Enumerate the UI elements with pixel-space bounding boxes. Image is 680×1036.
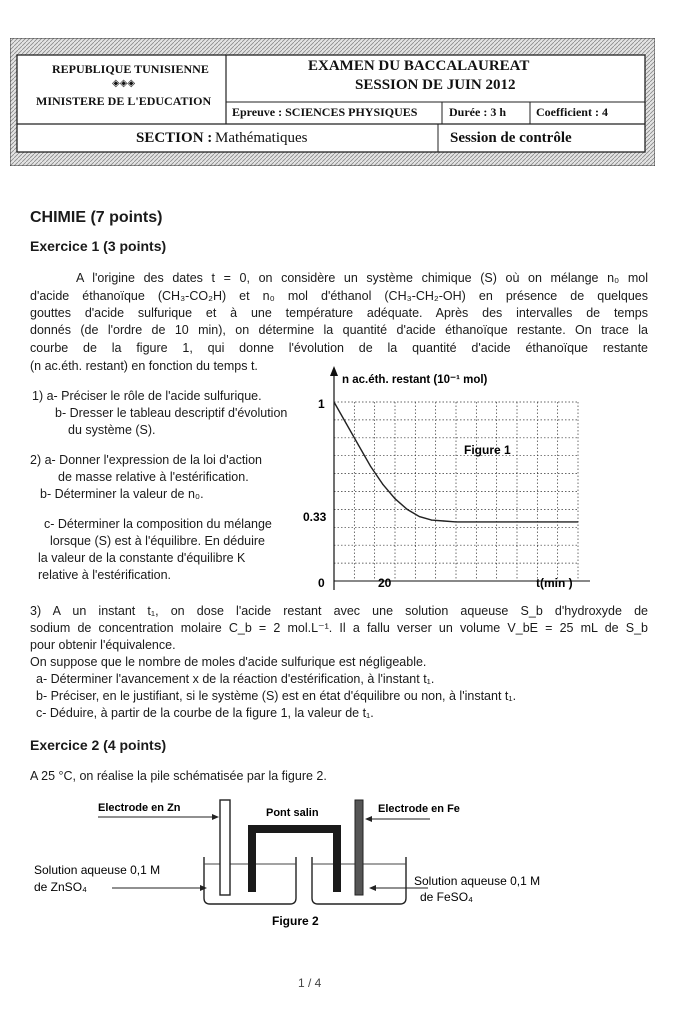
intro-line: (n ac.éth. restant) en fonction du temps t. [30, 359, 258, 373]
ornament: ◈◈◈ [112, 78, 136, 89]
question-3a: a- Déterminer l'avancement x de la réaction d'estérification, à l'instant t₁. [36, 672, 435, 686]
iron-electrode [355, 800, 363, 895]
label-fe-electrode: Electrode en Fe [378, 803, 460, 815]
intro-line: A l'origine des dates t = 0, on considère un système chimique (S) où on mélange n₀ mol [76, 271, 648, 285]
question-1b-cont: du système (S). [68, 423, 156, 437]
data-point [394, 498, 395, 499]
data-point [407, 509, 408, 510]
intro-line: courbe de la figure 1, qui donne l'évolution de la quantité d'acide éthanoïque restante [30, 341, 648, 355]
question-2c-cont: la valeur de la constante d'équilibre K [38, 551, 246, 565]
intro-line: gouttes d'acide sulfurique et à une température adéquate. Après des intervalles de temps [30, 306, 648, 320]
salt-bridge [252, 829, 337, 892]
intro-line: donnés (de l'ordre de 10 min), on détermine la quantité d'acide éthanoïque restante. On trace la [30, 323, 648, 337]
question-2b: b- Déterminer la valeur de n₀. [40, 487, 204, 501]
question-2a-cont: de masse relative à l'estérification. [58, 470, 249, 484]
epreuve-label: Epreuve : SCIENCES PHYSIQUES [232, 105, 418, 119]
data-point [382, 484, 383, 485]
question-2a: 2) a- Donner l'expression de la loi d'action [30, 453, 262, 467]
data-point [358, 444, 359, 445]
exercise2-title: Exercice 2 (4 points) [30, 737, 167, 753]
data-point [577, 521, 578, 522]
question-2c-cont: lorsque (S) est à l'équilibre. En déduire [50, 534, 266, 548]
question-2c-cont: relative à l'estérification. [38, 568, 172, 582]
question-1a: 1) a- Préciser le rôle de l'acide sulfurique. [32, 389, 262, 403]
zinc-electrode [220, 800, 230, 895]
question-2c: c- Déterminer la composition du mélange [44, 517, 272, 531]
coefficient-label: Coefficient : 4 [536, 105, 608, 119]
figure1-caption: Figure 1 [464, 443, 511, 457]
y-axis-label: n ac.éth. restant (10⁻¹ mol) [342, 374, 488, 386]
exam-title: EXAMEN DU BACCALAUREAT [308, 58, 530, 74]
figure1-chart [300, 362, 600, 592]
label-zn-solution-2: de ZnSO₄ [34, 880, 87, 894]
question-3c: c- Déduire, à partir de la courbe de la figure 1, la valeur de t₁. [36, 706, 374, 720]
data-point [443, 520, 444, 521]
chimie-title: CHIMIE (7 points) [30, 209, 163, 226]
x-axis-label: t(min ) [536, 576, 573, 590]
ministry-label: MINISTERE DE L'EDUCATION [36, 94, 212, 108]
y-tick-label: 0.33 [303, 510, 327, 524]
y-tick-label: 1 [318, 397, 325, 411]
label-zn-solution: Solution aqueuse 0,1 M [34, 863, 161, 877]
question-3-line: sodium de concentration molaire C_b = 2 mol.L⁻¹. Il a fallu verser un volume V_bE = 25 mL de S_b [30, 621, 648, 635]
data-point [346, 423, 347, 424]
x-tick-label: 20 [378, 576, 392, 590]
data-point [419, 516, 420, 517]
data-point [370, 466, 371, 467]
exam-header [10, 38, 655, 166]
question-3b: b- Préciser, en le justifiant, si le système (S) est en état d'équilibre ou non, à l'instant t₁. [36, 689, 517, 703]
question-3-line: pour obtenir l'équivalence. [30, 638, 176, 652]
label-fe-solution-2: de FeSO₄ [420, 890, 473, 904]
y-axis-arrow [330, 366, 338, 376]
republic-label: REPUBLIQUE TUNISIENNE [52, 62, 209, 76]
question-3: 3) A un instant t₁, on dose l'acide restant avec une solution aqueuse S_b d'hydroxyde de [30, 604, 648, 618]
exercise1-title: Exercice 1 (3 points) [30, 238, 167, 254]
section-label: SECTION : [136, 130, 213, 146]
chart-grid [334, 402, 578, 581]
section-value: Mathématiques [215, 130, 308, 146]
duree-label: Durée : 3 h [449, 105, 506, 119]
label-fe-solution: Solution aqueuse 0,1 M [414, 874, 541, 888]
data-point [496, 521, 497, 522]
label-salt-bridge: Pont salin [266, 807, 319, 819]
question-3-line: On suppose que le nombre de moles d'acide sulfurique est négligeable. [30, 655, 427, 669]
data-point [537, 521, 538, 522]
session-title: SESSION DE JUIN 2012 [355, 77, 516, 93]
figure2-caption: Figure 2 [272, 914, 319, 928]
data-point [431, 520, 432, 521]
figure2-diagram [28, 792, 608, 942]
intro-line: d'acide éthanoïque (CH₃-CO₂H) et n₀ mol d'éthanol (CH₃-CH₂-OH) en présence de quelques [30, 289, 648, 303]
data-point [333, 401, 334, 402]
data-point [455, 521, 456, 522]
question-1b: b- Dresser le tableau descriptif d'évolution [55, 406, 288, 420]
page-number: 1 / 4 [298, 976, 322, 990]
label-zn-electrode: Electrode en Zn [98, 802, 181, 814]
exercise2-intro: A 25 °C, on réalise la pile schématisée par la figure 2. [30, 769, 327, 783]
origin-label: 0 [318, 576, 325, 590]
session-type: Session de contrôle [450, 130, 572, 146]
